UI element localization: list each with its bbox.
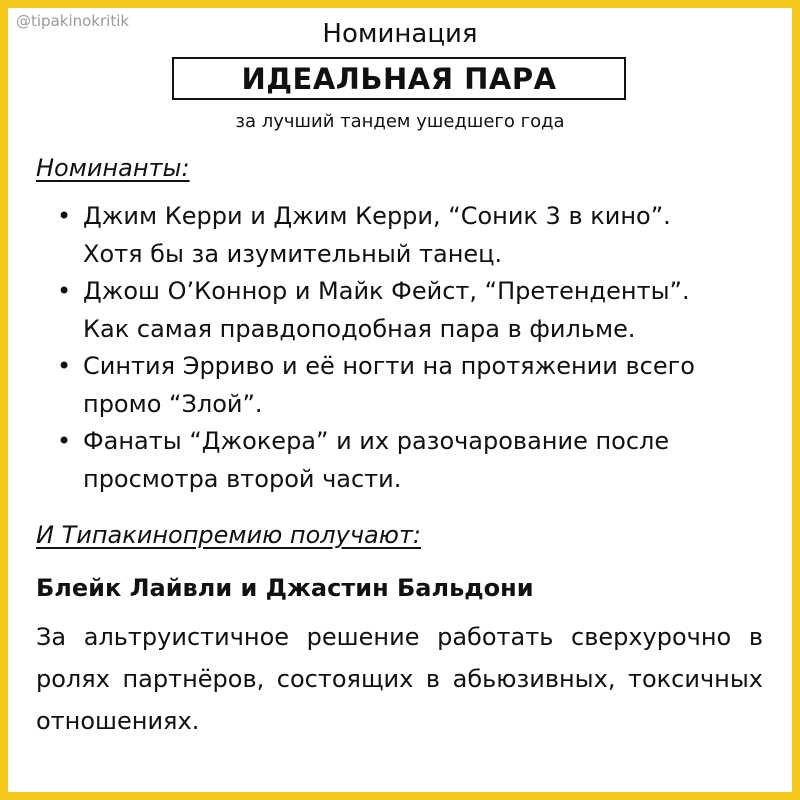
author-handle: @tipakinokritik xyxy=(16,12,130,30)
nominee-note: промо “Злой”. xyxy=(83,389,263,418)
nominees-list xyxy=(48,198,778,498)
nominee-note: Как самая правдоподобная пара в фильме. xyxy=(83,314,636,343)
list-item xyxy=(48,198,778,273)
list-item xyxy=(48,273,778,348)
nominees-heading: Номинанты: xyxy=(36,154,190,182)
nominee-line: Синтия Эрриво и её ногти на протяжении всего xyxy=(83,352,695,380)
winner-name: Блейк Лайвли и Джастин Бальдони xyxy=(36,574,534,602)
winner-heading: И Типакинопремию получают: xyxy=(36,521,422,549)
list-item xyxy=(48,423,778,498)
award-card xyxy=(8,8,792,792)
award-title: ИДЕАЛЬНАЯ ПАРА xyxy=(172,57,626,100)
winner-description: За альтруистичное решение работать сверхурочно в ролях партнёров, состоящих в абьюзивных, токсичных отношениях. xyxy=(36,623,763,735)
nominee-line: Джош О’Коннор и Майк Фейст, “Претенденты”. xyxy=(83,277,690,305)
nominee-note: просмотра второй части. xyxy=(83,464,402,493)
bullet-icon: • xyxy=(57,352,72,380)
bullet-icon: • xyxy=(57,277,72,305)
bullet-icon: • xyxy=(57,202,72,230)
nominee-line: Джим Керри и Джим Керри, “Соник 3 в кино”. xyxy=(83,202,671,230)
award-subtitle: за лучший тандем ушедшего года xyxy=(235,111,565,132)
nominee-line: Фанаты “Джокера” и их разочарование после xyxy=(83,427,670,455)
nominee-note: Хотя бы за изумительный танец. xyxy=(83,239,503,268)
bullet-icon: • xyxy=(57,427,72,455)
list-item xyxy=(48,348,778,423)
nomination-label: Номинация xyxy=(322,19,478,49)
